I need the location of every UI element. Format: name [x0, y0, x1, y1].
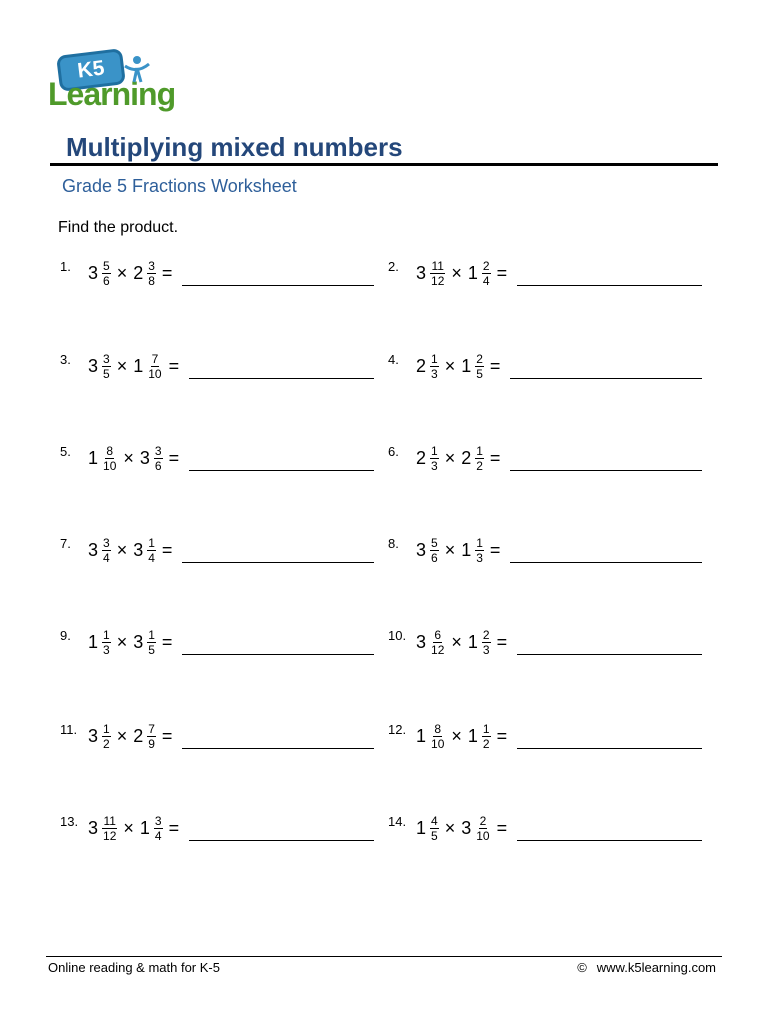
numerator: 1: [482, 721, 490, 736]
mixed-number: [468, 628, 491, 657]
denominator: 4: [103, 550, 110, 565]
equals-sign: =: [489, 539, 501, 560]
equals-sign: =: [168, 447, 180, 468]
mixed-number: [88, 259, 111, 288]
problem-expression: [88, 530, 374, 570]
problem-number: 11.: [60, 722, 78, 737]
denominator: 6: [431, 550, 438, 565]
whole-part: 2: [133, 262, 144, 283]
mixed-number: [133, 352, 162, 381]
answer-line[interactable]: [182, 748, 374, 749]
mixed-number: [140, 814, 163, 843]
problem-item: [60, 253, 374, 293]
denominator: 3: [431, 366, 438, 381]
denominator: 2: [103, 736, 110, 751]
multiply-sign: ×: [451, 725, 462, 746]
denominator: 4: [154, 828, 162, 843]
numerator: 3: [154, 443, 162, 458]
denominator: 9: [148, 736, 155, 751]
whole-part: 3: [88, 725, 99, 746]
mixed-number: [140, 444, 163, 473]
problem-number: 8.: [388, 536, 399, 551]
denominator: 5: [431, 828, 438, 843]
problem-expression: [416, 346, 702, 386]
answer-line[interactable]: [510, 562, 702, 563]
fraction: [102, 352, 111, 381]
problem-expression: [88, 438, 374, 478]
answer-line[interactable]: [182, 285, 374, 286]
problem-number: 6.: [388, 444, 399, 459]
mixed-number: [416, 814, 439, 843]
mixed-number: [133, 259, 156, 288]
mixed-number: [133, 628, 156, 657]
mixed-number: [133, 536, 156, 565]
problem-number: 14.: [388, 814, 407, 829]
denominator: 2: [476, 458, 483, 473]
denominator: 12: [103, 828, 117, 843]
problem-expression: [416, 808, 702, 848]
numerator: 2: [479, 813, 487, 828]
numerator: 5: [431, 535, 438, 550]
mixed-number: [88, 444, 117, 473]
numerator: 3: [148, 258, 155, 273]
fraction: [102, 536, 111, 565]
mixed-number: [461, 352, 484, 381]
problem-number: 12.: [388, 722, 407, 737]
whole-part: 3: [416, 262, 427, 283]
mixed-number: [468, 259, 491, 288]
denominator: 10: [103, 458, 117, 473]
answer-line[interactable]: [189, 470, 374, 471]
footer-url: www.k5learning.com: [596, 960, 716, 975]
numerator: 8: [106, 443, 114, 458]
fraction: [154, 444, 163, 473]
fraction: [475, 536, 484, 565]
equals-sign: =: [496, 725, 508, 746]
instructions: Find the product.: [58, 219, 179, 236]
fraction: [482, 628, 491, 657]
mixed-number: [416, 536, 439, 565]
numerator: 1: [103, 721, 110, 736]
fraction: [475, 444, 484, 473]
fraction: [430, 628, 445, 657]
mixed-number: [88, 352, 111, 381]
fraction: [147, 628, 156, 657]
whole-part: 1: [467, 725, 478, 746]
denominator: 2: [482, 736, 490, 751]
whole-part: 3: [88, 817, 99, 838]
numerator: 8: [434, 721, 442, 736]
problem-expression: [88, 622, 374, 662]
denominator: 3: [482, 642, 490, 657]
problem-expression: [416, 438, 702, 478]
numerator: 6: [434, 627, 442, 642]
problem-number: 4.: [388, 352, 399, 367]
problem-item: [388, 253, 702, 293]
multiply-sign: ×: [444, 447, 456, 468]
whole-part: 3: [88, 355, 99, 376]
numerator: 1: [476, 443, 483, 458]
fraction: [147, 722, 156, 751]
whole-part: 1: [461, 355, 472, 376]
denominator: 5: [476, 366, 483, 381]
multiply-sign: ×: [444, 817, 456, 838]
whole-part: 3: [416, 539, 427, 560]
mixed-number: [468, 722, 491, 751]
fraction: [147, 259, 156, 288]
whole-part: 1: [461, 539, 472, 560]
numerator: 1: [431, 443, 438, 458]
multiply-sign: ×: [444, 539, 456, 560]
problem-item: [60, 438, 374, 478]
answer-line[interactable]: [517, 840, 702, 841]
mixed-number: [461, 536, 484, 565]
problem-expression: [88, 253, 374, 293]
logo-badge: K5: [56, 48, 126, 92]
whole-part: 3: [133, 631, 144, 652]
footer-tagline: Online reading & math for K-5: [48, 960, 220, 975]
numerator: 5: [103, 258, 110, 273]
equals-sign: =: [496, 262, 508, 283]
denominator: 3: [476, 550, 483, 565]
fraction: [482, 722, 491, 751]
answer-line[interactable]: [189, 378, 374, 379]
whole-part: 3: [88, 262, 99, 283]
numerator: 2: [482, 258, 490, 273]
whole-part: 1: [88, 447, 99, 468]
problem-number: 1.: [60, 259, 71, 274]
fraction: [430, 814, 439, 843]
footer-divider: [46, 956, 722, 957]
whole-part: 2: [416, 355, 427, 376]
problem-number: 13.: [60, 814, 79, 829]
multiply-sign: ×: [116, 631, 128, 652]
logo-wordmark: Learning: [48, 76, 176, 112]
mixed-number: [88, 722, 111, 751]
denominator: 5: [103, 366, 110, 381]
person-figure-icon: [122, 54, 152, 84]
equals-sign: =: [496, 817, 508, 838]
whole-part: 2: [133, 725, 144, 746]
mixed-number: [461, 444, 484, 473]
answer-line[interactable]: [510, 470, 702, 471]
whole-part: 3: [133, 539, 144, 560]
fraction: [102, 814, 117, 843]
mixed-number: [416, 352, 439, 381]
fraction: [147, 352, 162, 381]
fraction: [102, 628, 111, 657]
whole-part: 1: [139, 817, 150, 838]
problem-item: [60, 622, 374, 662]
whole-part: 1: [416, 817, 427, 838]
numerator: 1: [431, 351, 438, 366]
whole-part: 3: [416, 631, 427, 652]
problem-item: [388, 808, 702, 848]
k5-learning-logo: [48, 50, 188, 114]
numerator: 3: [103, 351, 110, 366]
problem-number: 9.: [60, 628, 71, 643]
problem-item: [388, 622, 702, 662]
denominator: 6: [154, 458, 162, 473]
equals-sign: =: [161, 539, 173, 560]
mixed-number: [416, 259, 445, 288]
fraction: [430, 259, 445, 288]
fraction: [102, 722, 111, 751]
equals-sign: =: [161, 262, 173, 283]
fraction: [147, 536, 156, 565]
copyright-symbol: ©: [577, 960, 587, 975]
multiply-sign: ×: [116, 262, 128, 283]
problem-expression: [88, 808, 374, 848]
multiply-sign: ×: [451, 262, 462, 283]
numerator: 3: [154, 813, 162, 828]
problem-item: [388, 438, 702, 478]
equals-sign: =: [161, 631, 173, 652]
mixed-number: [88, 814, 117, 843]
equals-sign: =: [496, 631, 508, 652]
whole-part: 1: [88, 631, 99, 652]
fraction: [154, 814, 163, 843]
problem-expression: [88, 346, 374, 386]
numerator: 11: [431, 258, 444, 273]
fraction: [430, 722, 445, 751]
numerator: 2: [482, 627, 490, 642]
numerator: 7: [151, 351, 159, 366]
mixed-number: [416, 722, 445, 751]
mixed-number: [461, 814, 490, 843]
page-title: Multiplying mixed numbers: [66, 132, 403, 162]
fraction: [475, 352, 484, 381]
fraction: [482, 259, 491, 288]
numerator: 1: [476, 535, 483, 550]
problem-number: 7.: [60, 536, 71, 551]
multiply-sign: ×: [444, 355, 456, 376]
fraction: [430, 536, 439, 565]
denominator: 3: [103, 642, 110, 657]
footer-website: [577, 960, 716, 975]
whole-part: 2: [461, 447, 472, 468]
denominator: 3: [431, 458, 438, 473]
denominator: 10: [476, 828, 490, 843]
mixed-number: [88, 628, 111, 657]
whole-part: 3: [461, 817, 472, 838]
problem-expression: [416, 253, 702, 293]
denominator: 4: [148, 550, 155, 565]
multiply-sign: ×: [123, 817, 134, 838]
whole-part: 1: [133, 355, 144, 376]
title-divider: [50, 163, 718, 166]
answer-line[interactable]: [182, 654, 374, 655]
numerator: 7: [148, 721, 155, 736]
answer-line[interactable]: [182, 562, 374, 563]
denominator: 10: [431, 736, 445, 751]
denominator: 12: [431, 642, 445, 657]
problem-item: [60, 808, 374, 848]
denominator: 10: [148, 366, 162, 381]
whole-part: 3: [139, 447, 150, 468]
multiply-sign: ×: [123, 447, 134, 468]
whole-part: 3: [88, 539, 99, 560]
mixed-number: [416, 444, 439, 473]
numerator: 11: [103, 813, 116, 828]
equals-sign: =: [168, 355, 180, 376]
problem-number: 5.: [60, 444, 71, 459]
numerator: 1: [103, 627, 110, 642]
denominator: 6: [103, 273, 110, 288]
denominator: 8: [148, 273, 155, 288]
whole-part: 1: [467, 631, 478, 652]
equals-sign: =: [161, 725, 173, 746]
denominator: 5: [148, 642, 155, 657]
problem-item: [60, 530, 374, 570]
whole-part: 2: [416, 447, 427, 468]
answer-line[interactable]: [517, 285, 702, 286]
page-subtitle: Grade 5 Fractions Worksheet: [62, 176, 297, 196]
denominator: 4: [482, 273, 490, 288]
problem-item: [388, 716, 702, 756]
problem-number: 10.: [388, 628, 407, 643]
problem-item: [60, 346, 374, 386]
multiply-sign: ×: [451, 631, 462, 652]
multiply-sign: ×: [116, 355, 128, 376]
denominator: 12: [431, 273, 445, 288]
problem-number: 2.: [388, 259, 399, 274]
whole-part: 1: [416, 725, 427, 746]
numerator: 4: [431, 813, 438, 828]
numerator: 3: [103, 535, 110, 550]
problem-expression: [416, 530, 702, 570]
problem-number: 3.: [60, 352, 71, 367]
multiply-sign: ×: [116, 725, 128, 746]
answer-line[interactable]: [517, 748, 702, 749]
problem-item: [60, 716, 374, 756]
fraction: [475, 814, 490, 843]
mixed-number: [133, 722, 156, 751]
numerator: 1: [148, 535, 155, 550]
numerator: 1: [148, 627, 155, 642]
multiply-sign: ×: [116, 539, 128, 560]
numerator: 2: [476, 351, 483, 366]
mixed-number: [88, 536, 111, 565]
problem-expression: [88, 716, 374, 756]
problem-item: [388, 530, 702, 570]
equals-sign: =: [168, 817, 180, 838]
problem-expression: [416, 716, 702, 756]
fraction: [430, 352, 439, 381]
answer-line[interactable]: [189, 840, 374, 841]
whole-part: 1: [467, 262, 478, 283]
answer-line[interactable]: [517, 654, 702, 655]
fraction: [102, 259, 111, 288]
problem-item: [388, 346, 702, 386]
fraction: [102, 444, 117, 473]
mixed-number: [416, 628, 445, 657]
equals-sign: =: [489, 355, 501, 376]
problem-expression: [416, 622, 702, 662]
answer-line[interactable]: [510, 378, 702, 379]
equals-sign: =: [489, 447, 501, 468]
fraction: [430, 444, 439, 473]
